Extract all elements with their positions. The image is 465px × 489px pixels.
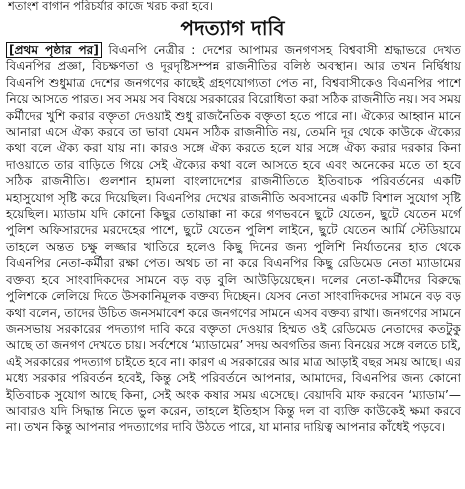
- article-body-text: বিএনপি নেত্রীর : দেশের আপামর জনগণসহ বিশ্ববাসী শ্রদ্ধাভরে দেখত বিএনপির প্রজ্ঞা, বিচক্ষণতা ও দূরদৃষ্টিসম্পন্ন রাজনীতির বলিষ্ঠ অবস্থান। আর তখন নির্দ্বিধায় বিএনপি শুধুমাত্র দেশের জনগণের কাছেই গ্রহণযোগ্যতা পেত না, বিশ্ববাসীকেও বিএনপির পাশে নিয়ে আসতে পারত। সব সময় সব বিষয়ে সরকারের বিরোধিতা করা সঠিক রাজনীতি নয়। সব সময় কর্মীদের খুশি করার বক্তৃতা দেওয়াই শুধু রাজনৈতিক বক্তৃতা হতে পারে না। ঐক্যের আহ্বান মানে আনারা এসে ঐক্য করবে তা ভাবা যেমন সঠিক রাজনীতি নয়, তেমনি দূর থেকে কাউকে ঐক্যের কথা বলে ঐক্য করা যায় না। কারও সঙ্গে ঐক্য করতে হলে যার সঙ্গে ঐক্য করার দরকার কিনা দাওয়াতে তার বাড়িতে গিয়ে সেই ঐক্যের কথা বলে আসতে হবে এবং অনেকের মতে তা হবে সঠিক রাজনীতি। গুলশান হামলা বাংলাদেশের রাজনীতিতে ইতিবাচক পরিবর্তনের একটি মহাসুযোগ সৃষ্টি করে দিয়েছিল। বিএনপির দেখের রাজনীতি অবসানের একটি বিশাল সুযোগ সৃষ্টি হয়েছিল। ম্যাডাম যদি কোনো কিছুর তোয়াক্কা না করে গণভবনে ছুটে যেতেন, ছুটে যেতেন মর্গে পুলিশ অফিসারদের মরদেহের পাশে, ছুটে যেতেন পুলিশ লাইনে, ছুটে যেতেন আর্মি স্টেডিয়ামে তাহলে অন্তত চক্ষু লজ্জার খাতিরে হলেও কিছু দিনের জন্য পুলিশি নির্যাতনের হাত থেকে বিএনপির নেতা-কর্মীরা রক্ষা পেত। অথচ তা না করে বিএনপির কিছু রেডিমেড নেতা ম্যাডামের বক্তব্য হবে সাংবাদিকদের সামনে বড় বড় বুলি আউড়িয়েছেন। দলের নেতা-কর্মীদের বিরুদ্ধে পুলিশকে লেলিয়ে দিতে উসকানিমূলক বক্তব্য দিচ্ছেন। যেসব নেতা সাংবাদিকদের সামনে বড় বড় কথা বলেন, তাদের উচিত জনসমাবেশ করে জনগণের সামনে এসব বক্তব্য রাখা। জনগণের সামনে জনসভায় সরকারের পদত্যাগ দাবি করে বক্তৃতা দেওয়ার হিম্মত ওই রেডিমেড নেতাদের কতটুকু আছে তা জনগণ দেখতে চায়। সর্বশেষে ‘ম্যাডামের’ সদয় অবগতির জন্য বিনয়ের সঙ্গে বলতে চাই, এই সরকারের পদত্যাগ চাইতে হবে না। কারণ এ সরকারের আর মাত্র আড়াই বছর সময় আছে। এর মধ্যে সরকার পরিবর্তন হবেই, কিন্তু সেই পরিবর্তনে আপনার, আমাদের, বিএনপির জন্য কোনো ইতিবাচক সুযোগ আছে কিনা, সেই অংক কষার সময় এসেছে। বেয়াদবি মাফ করবেন ‘ম্যাডাম’— আবারও যদি সিদ্ধান্ত নিতে ভুল করেন, তাহলে ইতিহাস কিন্তু দল বা ব্যক্তি কাউকেই ক্ষমা করবে না। তখন কিন্তু আপনার পদত্যাগের দাবি উঠতে পারে, যা মানার দায়িত্ব আপনার কাঁধেই পড়বে।: [6, 43, 461, 435]
- continued-from-front-page-label: [প্রথম পৃষ্ঠার পর]: [6, 42, 102, 58]
- article-headline: পদত্যাগ দাবি: [180, 16, 285, 40]
- previous-article-tail: শতাংশ বাগান পরিচর্যার কাজে খরচ করা হবে।: [8, 0, 214, 12]
- article-body: [6, 42, 461, 436]
